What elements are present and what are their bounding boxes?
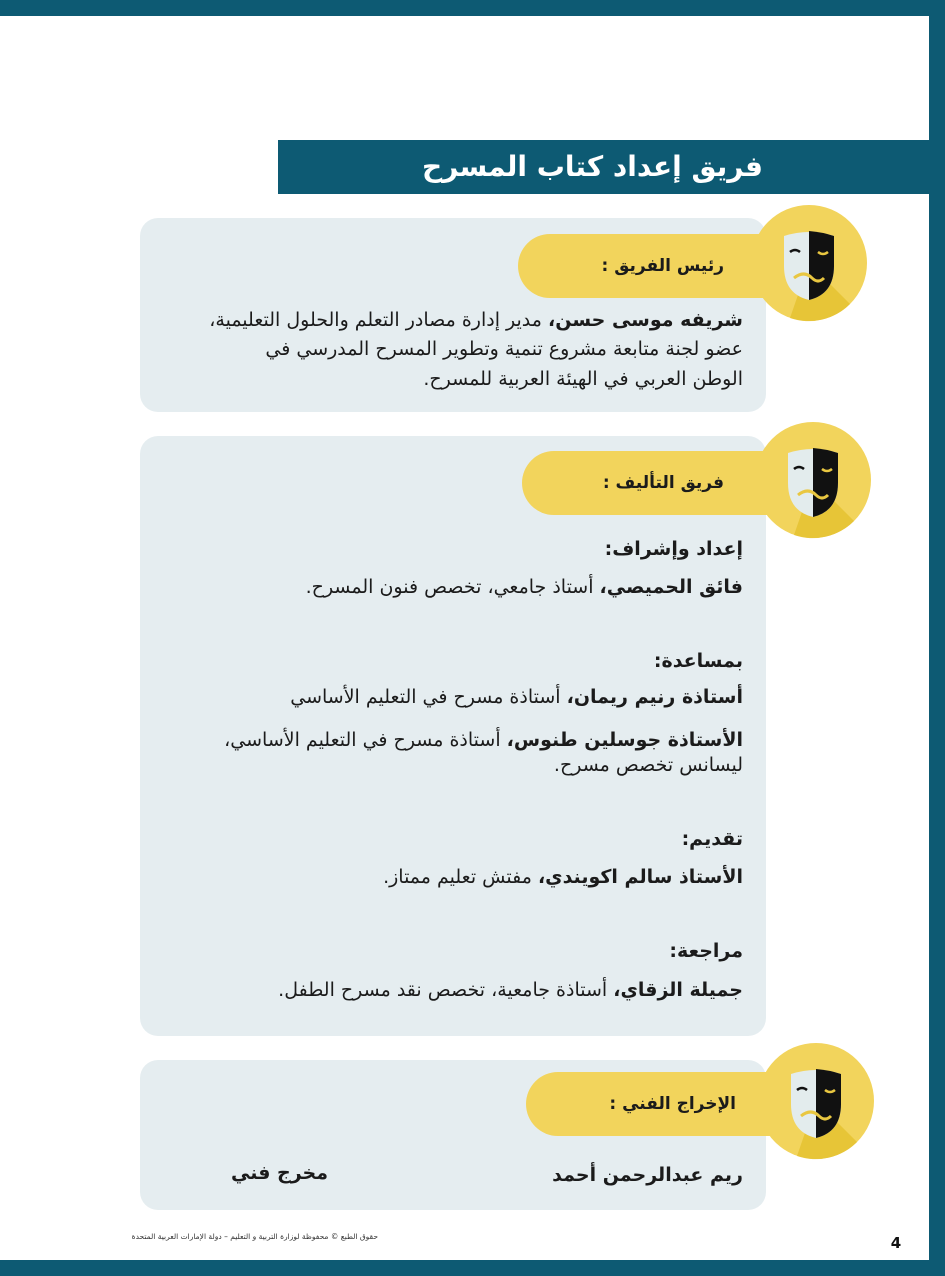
page-number: 4 [890,1234,902,1252]
review-desc: أستاذة جامعية، تخصص نقد مسرح الطفل. [278,979,614,1001]
theater-mask-icon [750,204,868,322]
frame-top [0,0,945,16]
leader-name: شريفه موسى حسن، [548,309,743,331]
frame-right [929,0,945,1276]
prep-name: فائق الحميصي، [599,576,743,598]
art-director-role: مخرج فني [230,1162,328,1184]
assist2-line-2: ليسانس تخصص مسرح. [553,754,743,776]
assist2-line [224,729,743,751]
art-label: الإخراج الفني : [526,1072,826,1136]
leader-desc-2: عضو لجنة متابعة مشروع تنمية وتطوير المسرح المدرسي في [265,338,743,360]
intro-heading: تقديم: [681,828,743,850]
art-director-name: ريم عبدالرحمن أحمد [552,1164,743,1186]
copyright-note: حقوق الطبع © محفوظة لوزارة التربية و التعليم – دولة الإمارات العربية المتحدة [131,1232,378,1241]
review-name: جميلة الزقاي، [613,979,743,1001]
authoring-label: فريق التأليف : [522,451,822,515]
prep-desc: أستاذ جامعي، تخصص فنون المسرح. [305,576,600,598]
review-line [278,979,743,1001]
assist2-name: الأستاذة جوسلين طنوس، [506,729,743,751]
prep-heading: إعداد وإشراف: [604,538,743,560]
leader-label: رئيس الفريق : [518,234,818,298]
assist-heading: بمساعدة: [653,650,743,672]
assist1-desc: أستاذة مسرح في التعليم الأساسي [290,686,567,708]
assist1-line [290,686,743,708]
leader-desc: مدير إدارة مصادر التعلم والحلول التعليمية، [209,309,548,331]
theater-mask-icon [754,421,872,539]
leader-line-1 [209,307,743,334]
intro-name: الأستاذ سالم اكويندي، [537,866,743,888]
leader-line-2 [265,336,743,363]
intro-line [383,866,743,888]
review-heading: مراجعة: [669,940,743,962]
theater-mask-icon [757,1042,875,1160]
assist1-name: أستاذة رنيم ريمان، [566,686,743,708]
assist2-desc: أستاذة مسرح في التعليم الأساسي، [224,729,507,751]
leader-line-3 [423,366,743,393]
prep-line [306,576,743,598]
intro-desc: مفتش تعليم ممتاز. [383,866,538,888]
leader-desc-3: الوطن العربي في الهيئة العربية للمسرح. [423,368,743,390]
page-title: فريق إعداد كتاب المسرح [278,140,929,194]
frame-bottom [0,1260,945,1276]
